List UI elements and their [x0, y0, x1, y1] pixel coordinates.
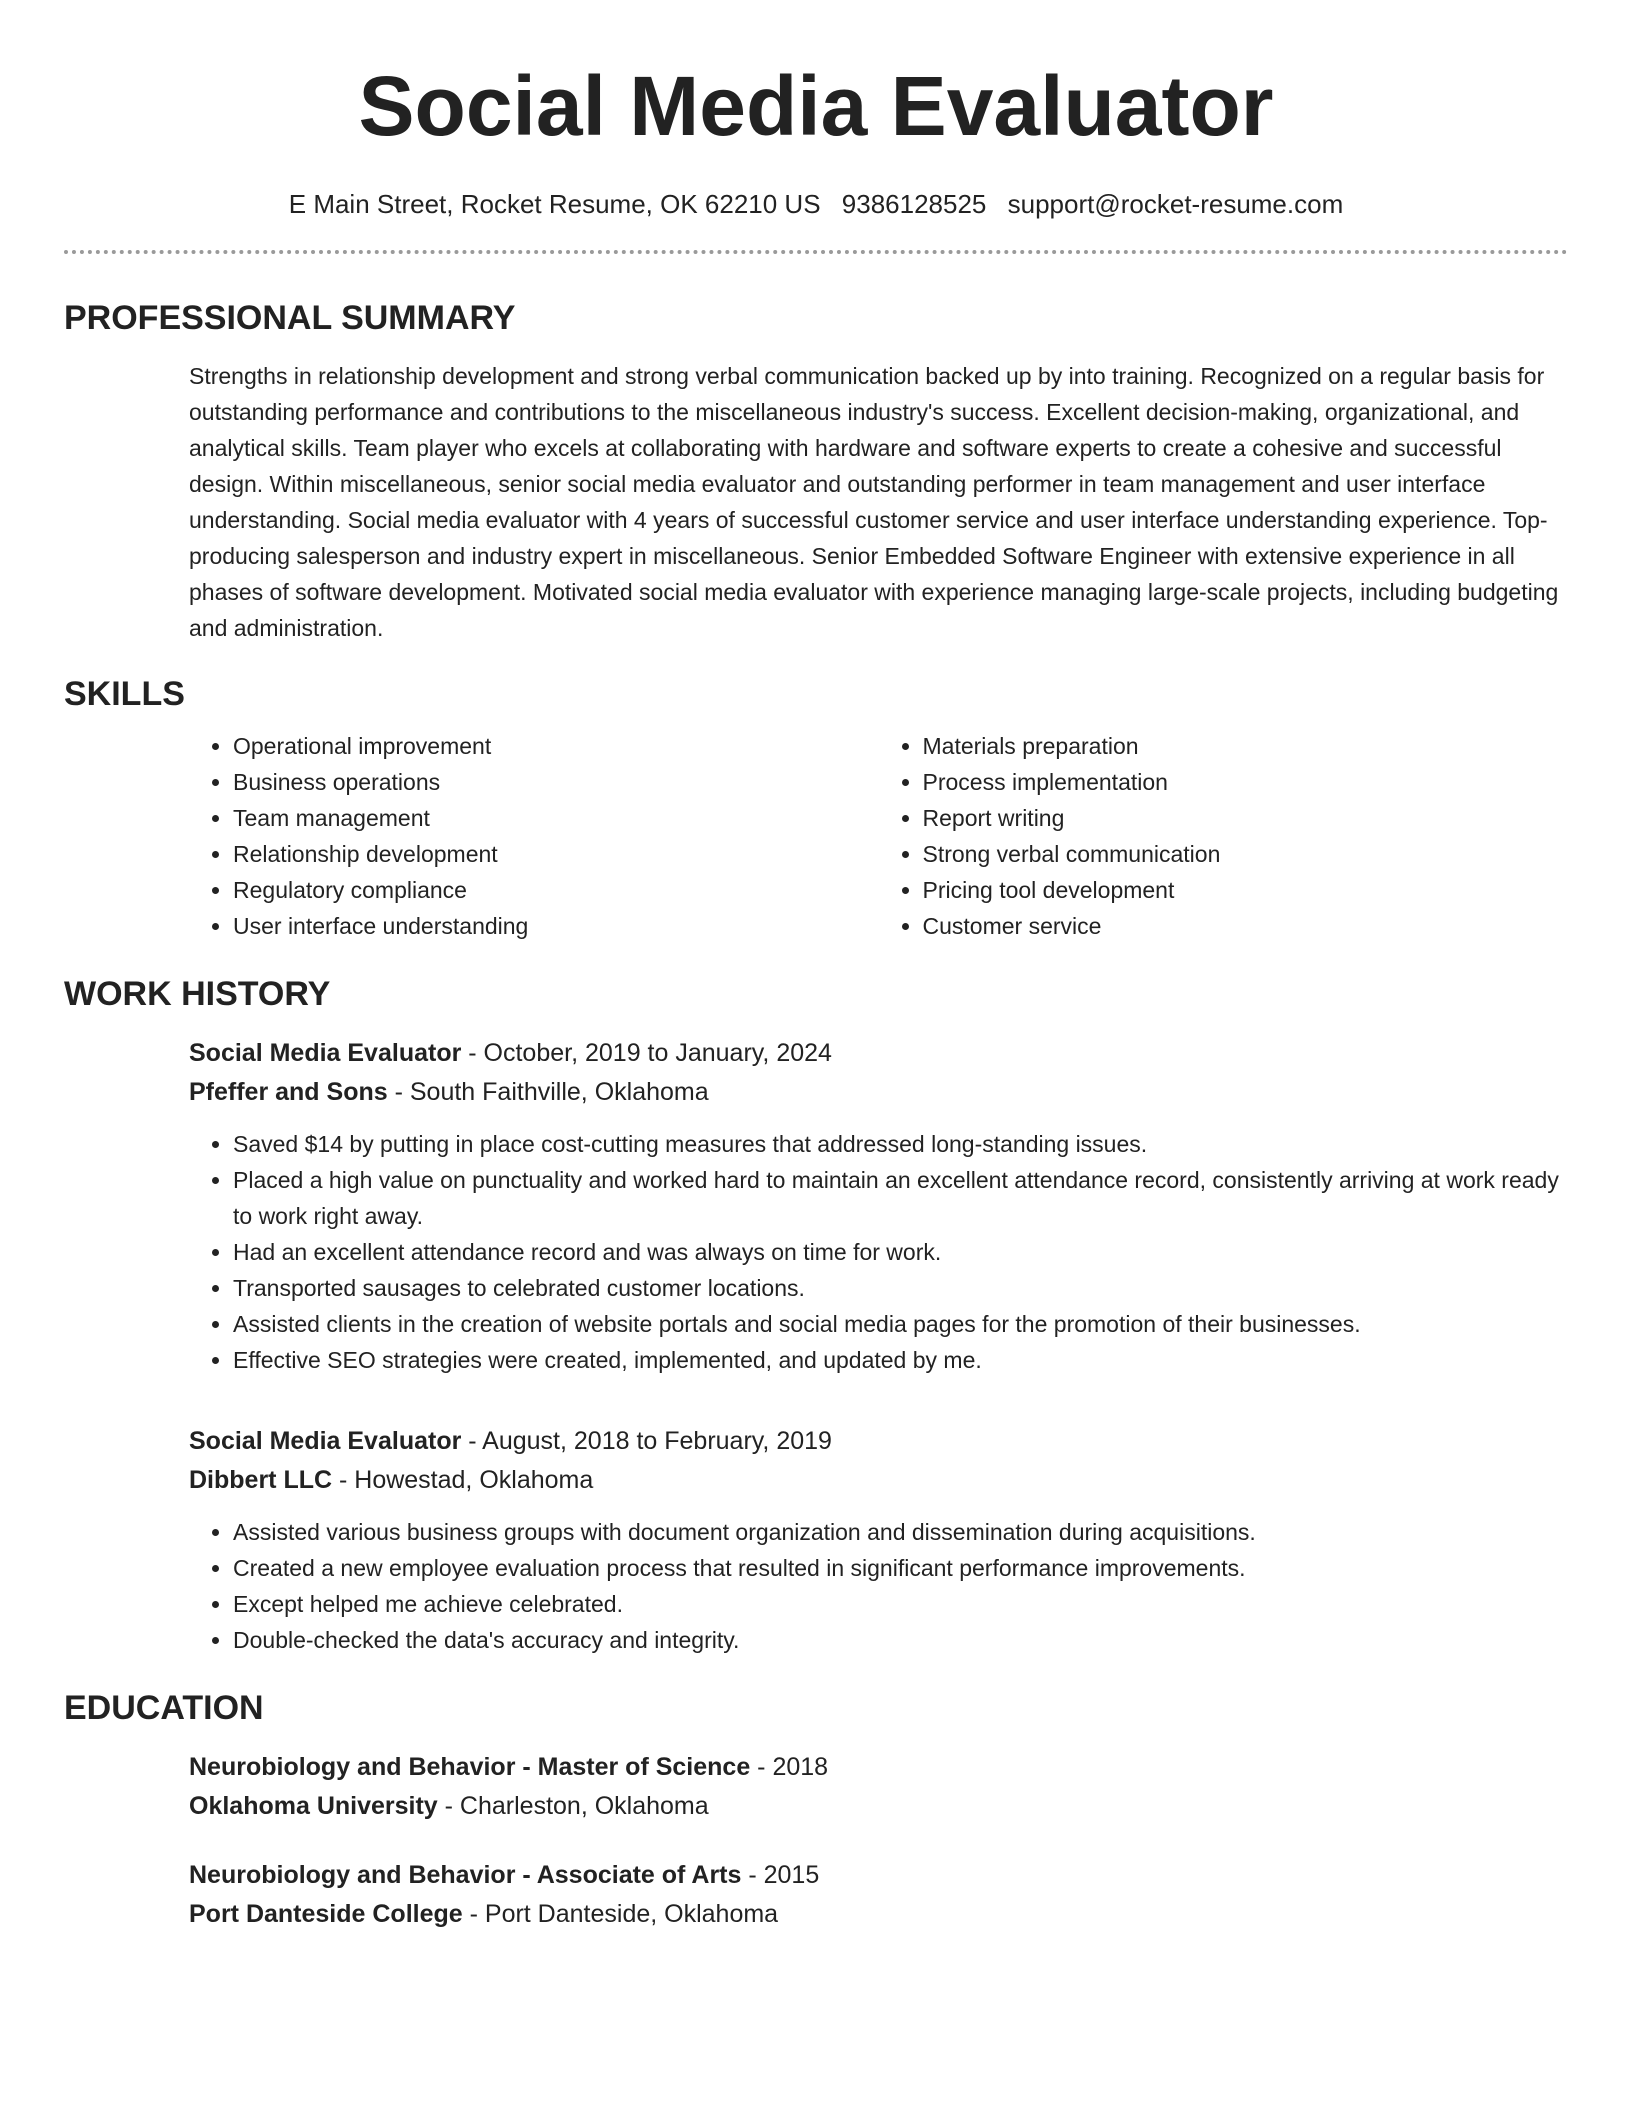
contact-address: E Main Street, Rocket Resume, OK 62210 US: [288, 189, 821, 219]
job-location: - Howestad, Oklahoma: [332, 1466, 594, 1494]
education-location: - Charleston, Oklahoma: [437, 1792, 709, 1820]
work-title: WORK HISTORY: [64, 975, 331, 1013]
job-bullet: • Had an excellent attendance record and was always on time for work.: [233, 1234, 1568, 1270]
job-entry: [189, 1034, 1568, 1378]
job-company-line: [189, 1073, 1568, 1112]
job-bullet: • Assisted various business groups with document organization and dissemination during acquisitions.: [233, 1514, 1568, 1550]
education-entry: [189, 1748, 1568, 1826]
skill-item: • Regulatory compliance: [233, 872, 879, 908]
skill-item: • Pricing tool development: [923, 872, 1569, 908]
job-role-line: [189, 1422, 1568, 1461]
education-degree-line: [189, 1748, 1568, 1787]
job-entry: [189, 1422, 1568, 1658]
contact-phone: 9386128525: [841, 189, 987, 219]
job-company: Dibbert LLC: [189, 1466, 333, 1494]
summary-section: [64, 298, 1568, 646]
job-dates: - October, 2019 to January, 2024: [461, 1039, 832, 1067]
job-bullet: • Double-checked the data's accuracy and integrity.: [233, 1622, 1568, 1658]
education-body: [189, 1748, 1568, 1934]
education-school: Oklahoma University: [189, 1792, 438, 1820]
summary-title: PROFESSIONAL SUMMARY: [64, 299, 516, 337]
skills-title: SKILLS: [64, 675, 185, 713]
skill-item: • Operational improvement: [233, 728, 879, 764]
job-bullet: • Created a new employee evaluation process that resulted in significant performance improvements.: [233, 1550, 1568, 1586]
job-bullet: • Effective SEO strategies were created, implemented, and updated by me.: [233, 1342, 1568, 1378]
job-bullet: • Saved $14 by putting in place cost-cutting measures that addressed long-standing issues.: [233, 1126, 1568, 1162]
skill-item: • Materials preparation: [923, 728, 1569, 764]
job-role: Social Media Evaluator: [189, 1427, 462, 1455]
skill-item: • Strong verbal communication: [923, 836, 1569, 872]
job-location: - South Faithville, Oklahoma: [387, 1078, 709, 1106]
skill-item: • Report writing: [923, 800, 1569, 836]
education-section: [64, 1688, 1568, 1934]
education-degree-line: [189, 1856, 1568, 1895]
work-section: [64, 974, 1568, 1658]
skill-item: • Relationship development: [233, 836, 879, 872]
work-body: [189, 1034, 1568, 1658]
skill-item: • User interface understanding: [233, 908, 879, 944]
education-location: - Port Danteside, Oklahoma: [462, 1900, 779, 1928]
job-bullets: [189, 1126, 1568, 1378]
skills-list-right: [879, 728, 1569, 944]
header-divider: [64, 250, 1568, 254]
skill-item: • Process implementation: [923, 764, 1569, 800]
job-bullets: [189, 1514, 1568, 1658]
job-company: Pfeffer and Sons: [189, 1078, 388, 1106]
resume-header: [64, 0, 1568, 222]
education-degree: Neurobiology and Behavior - Master of Science: [189, 1753, 751, 1781]
education-school-line: [189, 1787, 1568, 1826]
job-bullet: • Assisted clients in the creation of website portals and social media pages for the promotion of their businesses.: [233, 1306, 1568, 1342]
job-role: Social Media Evaluator: [189, 1039, 462, 1067]
skills-list-left: [189, 728, 879, 944]
summary-text: Strengths in relationship development and strong verbal communication backed up by into training. Recognized on a regular basis for outstanding performance and contributions to the miscellaneous industry's success. Excellent decision-making, organizational, and analytical skills. Team player who excels at collaborating with hardware and software experts to create a cohesive and successful design. Within miscellaneous, senior social media evaluator and outstanding performer in team management and user interface understanding. Social media evaluator with 4 years of successful customer service and user interface understanding experience. Top-producing salesperson and industry expert in miscellaneous. Senior Embedded Software Engineer with extensive experience in all phases of software development. Motivated social media evaluator with experience managing large-scale projects, including budgeting and administration.: [189, 363, 1559, 641]
job-dates: - August, 2018 to February, 2019: [461, 1427, 832, 1455]
education-title: EDUCATION: [64, 1689, 264, 1727]
contact-email: support@rocket-resume.com: [1007, 189, 1344, 219]
job-bullet: • Except helped me achieve celebrated.: [233, 1586, 1568, 1622]
job-bullet: • Transported sausages to celebrated customer locations.: [233, 1270, 1568, 1306]
skill-item: • Business operations: [233, 764, 879, 800]
education-school: Port Danteside College: [189, 1900, 463, 1928]
job-bullet: • Placed a high value on punctuality and worked hard to maintain an excellent attendance record, consistently arriving at work ready to work right away.: [233, 1162, 1568, 1234]
skills-grid: [189, 728, 1568, 944]
education-entry: [189, 1856, 1568, 1934]
contact-line: [64, 186, 1568, 222]
skill-item: • Customer service: [923, 908, 1569, 944]
education-year: - 2015: [741, 1861, 820, 1889]
job-role-line: [189, 1034, 1568, 1073]
education-school-line: [189, 1895, 1568, 1934]
skills-section: [64, 674, 1568, 944]
summary-body: [189, 358, 1568, 646]
job-company-line: [189, 1461, 1568, 1500]
candidate-name: Social Media Evaluator: [358, 59, 1274, 153]
education-degree: Neurobiology and Behavior - Associate of Arts: [189, 1861, 742, 1889]
education-year: - 2018: [750, 1753, 829, 1781]
skill-item: • Team management: [233, 800, 879, 836]
